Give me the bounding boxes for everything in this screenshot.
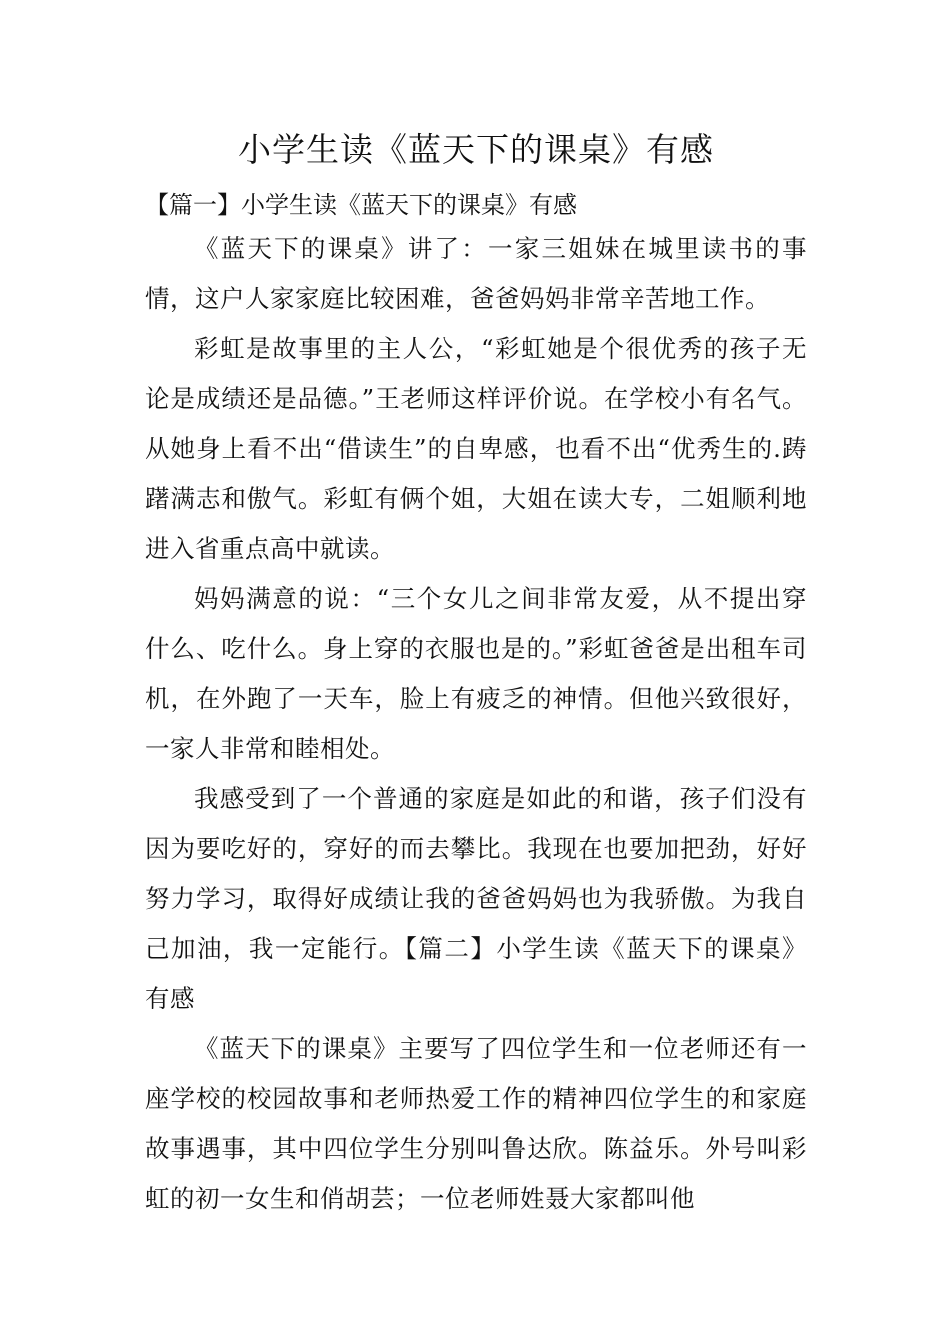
document-page	[145, 122, 807, 1224]
paragraph-4	[145, 774, 807, 1024]
section-two-heading: 【篇二】小学生读《蓝天下的课桌》有感	[145, 934, 808, 1013]
paragraph-5: 《蓝天下的课桌》主要写了四位学生和一位老师还有一座学校的校园故事和老师热爱工作的精神四位学生的和家庭故事遇事，其中四位学生分别叫鲁达欣。陈益乐。外号叫彩虹的初一女生和俏胡芸；一位老师姓聂大家都叫他	[145, 1034, 807, 1213]
paragraph-4-text: 我感受到了一个普通的家庭是如此的和谐，孩子们没有因为要吃好的，穿好的而去攀比。我现在也要加把劲，好好努力学习，取得好成绩让我的爸爸妈妈也为我骄傲。为我自己加油，我一定能行。	[145, 784, 807, 963]
paragraph-3: 妈妈满意的说：“三个女儿之间非常友爱，从不提出穿什么、吃什么。身上穿的衣服也是的。”彩虹爸爸是出租车司机，在外跑了一天车，脸上有疲乏的神情。但他兴致很好，一家人非常和睦相处。	[145, 584, 807, 763]
paragraph-2: 彩虹是故事里的主人公，“彩虹她是个很优秀的孩子无论是成绩还是品德。”王老师这样评价说。在学校小有名气。从她身上看不出“借读生”的自卑感，也看不出“优秀生的.踌躇满志和傲气。彩虹有俩个姐，大姐在读大专，二姐顺利地进入省重点高中就读。	[145, 334, 807, 563]
section-one-heading: 【篇一】小学生读《蓝天下的课桌》有感	[145, 191, 577, 219]
document-title: 小学生读《蓝天下的课桌》有感	[238, 130, 714, 169]
paragraph-1: 《蓝天下的课桌》讲了：一家三姐妹在城里读书的事情，这户人家家庭比较困难，爸爸妈妈非常辛苦地工作。	[145, 234, 807, 313]
